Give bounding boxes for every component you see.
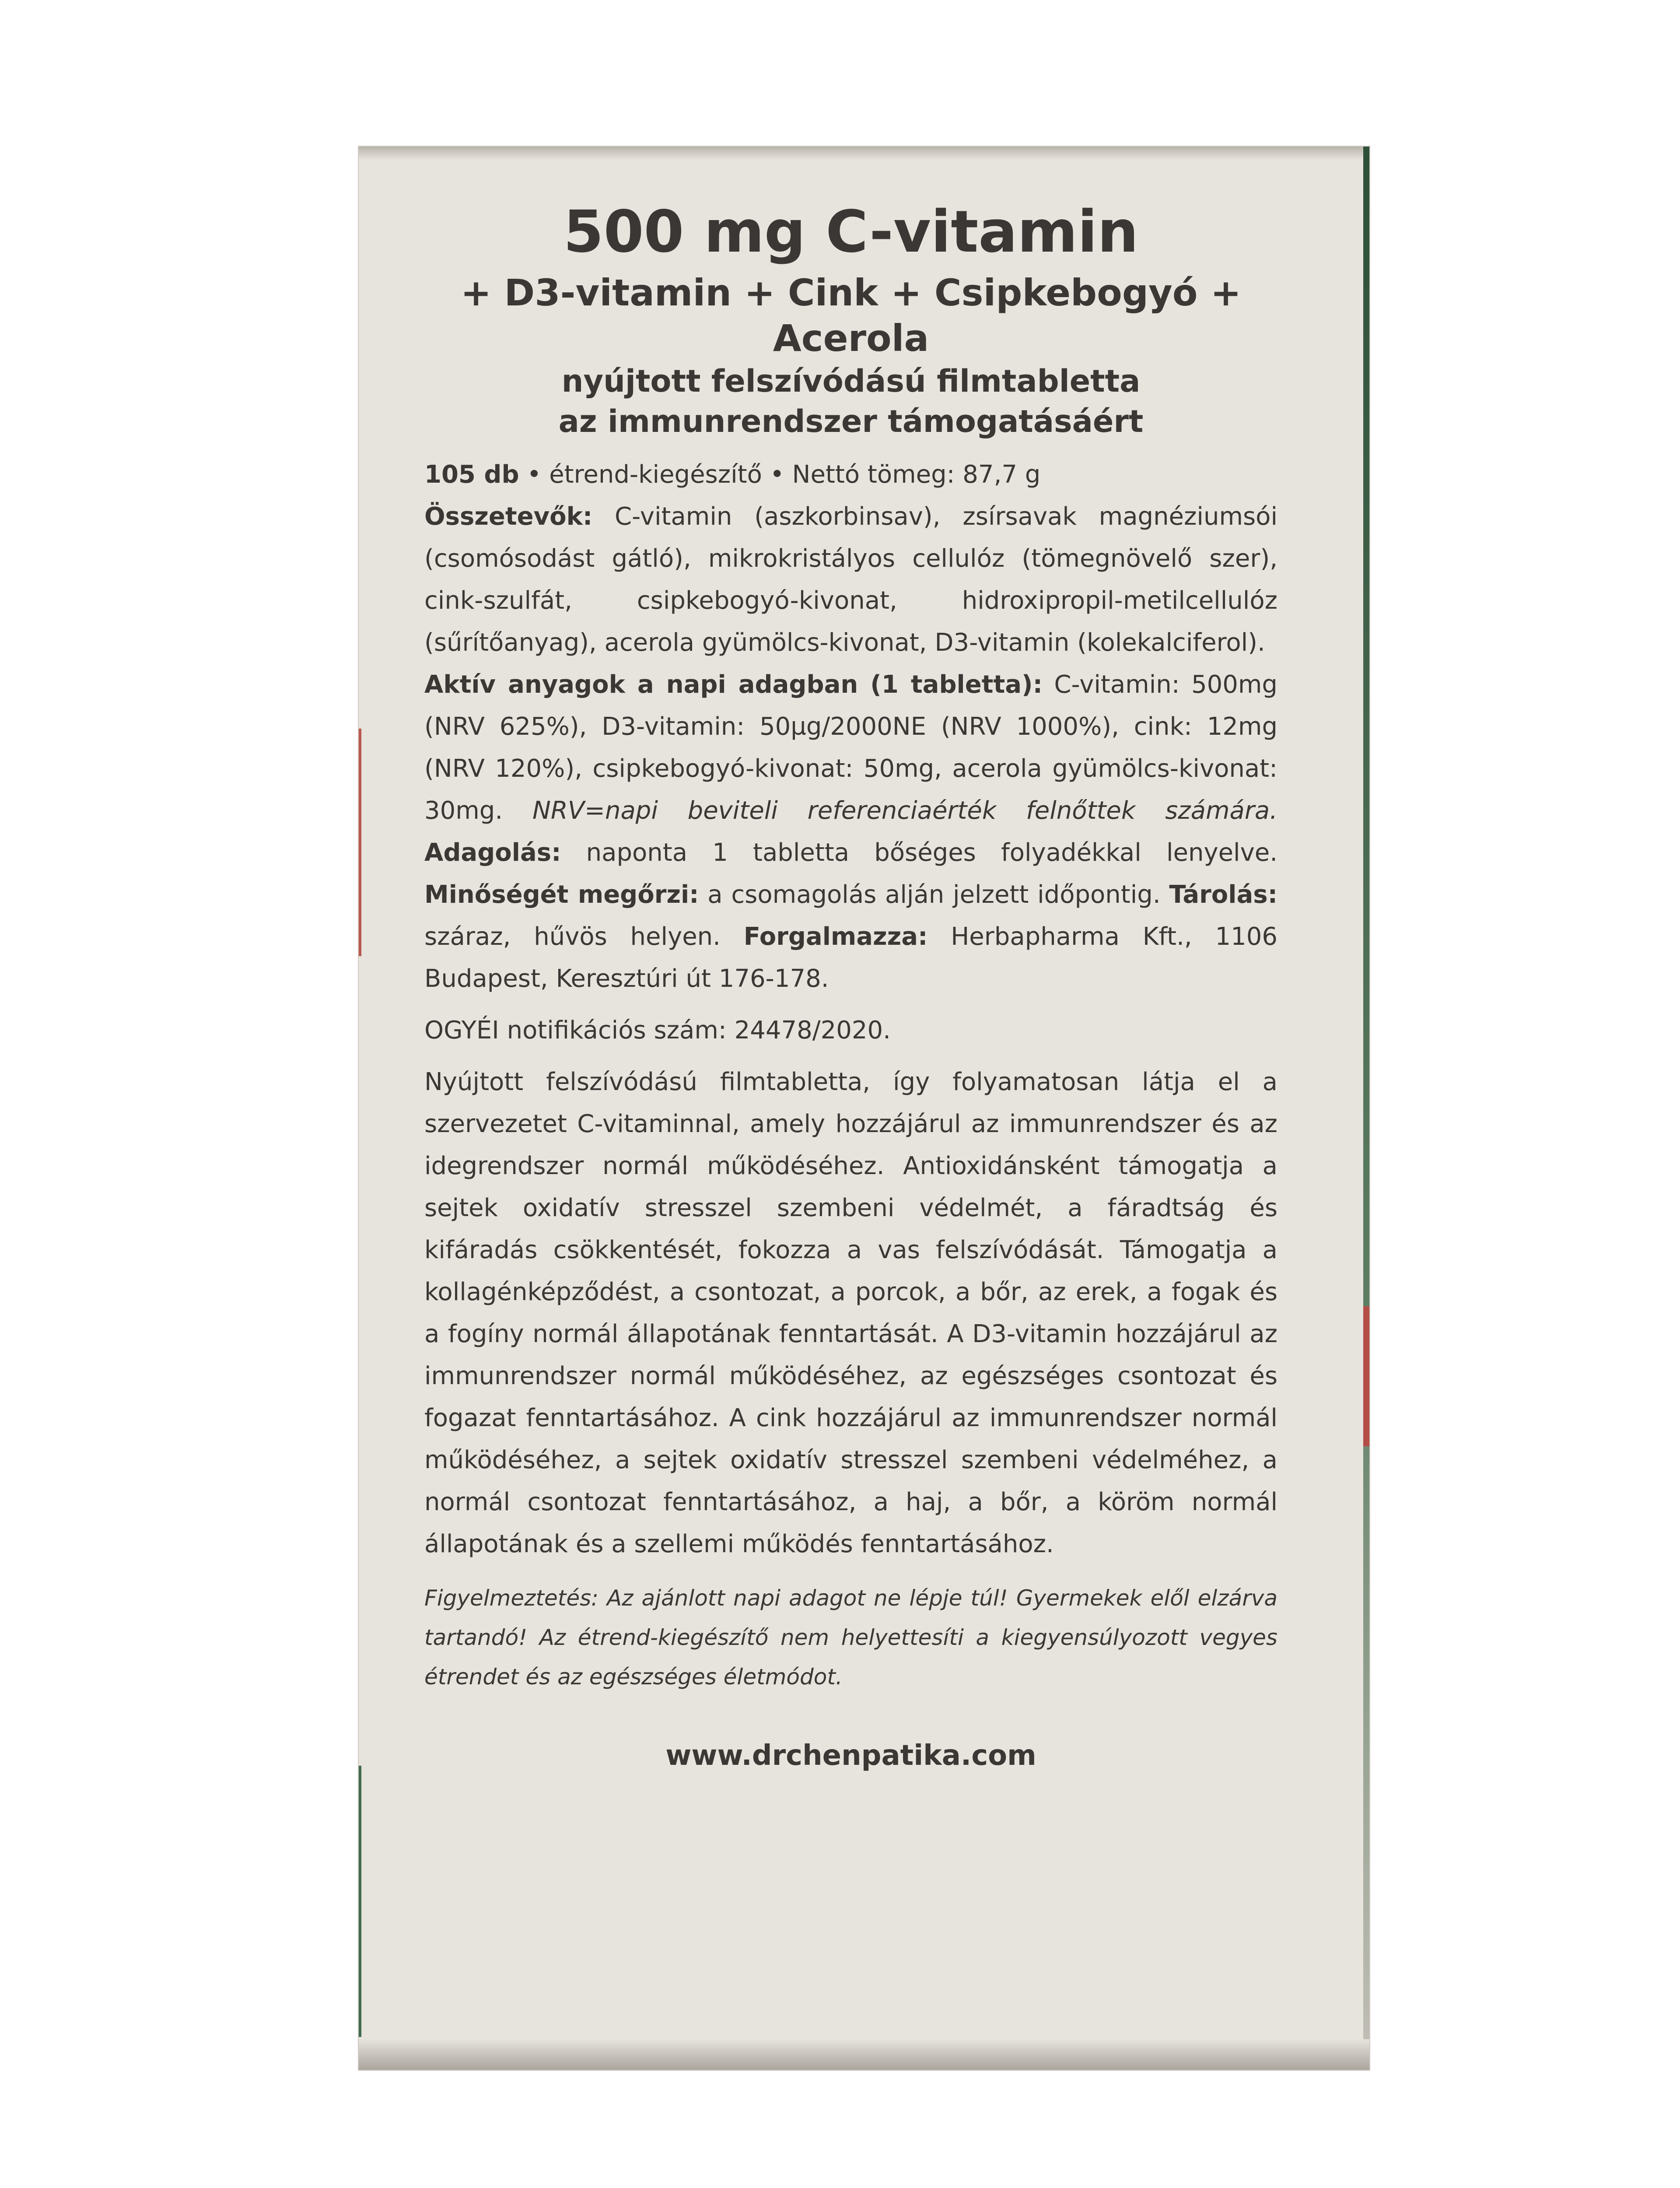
storage-label: Tárolás: bbox=[1169, 880, 1278, 909]
box-right-edge bbox=[1363, 147, 1369, 2070]
distributor-text: Herbapharma Kft., 1106 Budapest, Keresztúri út 176-178. bbox=[424, 922, 1278, 993]
product-purpose-line: az immunrendszer támogatásáért bbox=[558, 403, 1144, 439]
product-box-side bbox=[359, 147, 1369, 2070]
info-separator-1: • bbox=[519, 460, 550, 489]
box-left-edge-green bbox=[359, 1766, 361, 2037]
nrv-note: NRV=napi beviteli referenciaérték felnőttek számára. bbox=[532, 796, 1278, 825]
label-text-block bbox=[424, 199, 1278, 1803]
dosage-label: Adagolás: bbox=[424, 838, 561, 867]
website-url: www.drchenpatika.com bbox=[665, 1739, 1036, 1772]
box-right-edge-red bbox=[1363, 1306, 1369, 1446]
warning-text: Figyelmeztetés: Az ajánlott napi adagot ne lépje túl! Gyermekek elől elzárva tartandó! Az étrend-kiegészítő nem helyettesíti a kiegyensúlyozott vegyes étrendet és az egészséges életmódot. bbox=[424, 1585, 1278, 1690]
storage-text: száraz, hűvös helyen. bbox=[424, 922, 744, 951]
info-separator-2: • bbox=[762, 460, 792, 489]
ingredients-paragraph bbox=[424, 496, 1278, 664]
best-before-label: Minőségét megőrzi: bbox=[424, 880, 699, 909]
distributor-label: Forgalmazza: bbox=[743, 922, 928, 951]
active-text: C-vitamin: 500mg (NRV 625%), D3-vitamin: 50µg/2000NE (NRV 1000%), cink: 12mg (NRV 120%), csipkebogyó-kivonat: 50mg, acerola gyümölcs-kivonat: 30mg. bbox=[424, 670, 1278, 825]
active-label: Aktív anyagok a napi adagban (1 tabletta): bbox=[424, 670, 1043, 699]
package-count: 105 db bbox=[424, 460, 519, 489]
product-description: Nyújtott felszívódású filmtabletta, így folyamatosan látja el a szervezetet C-vitaminnal, amely hozzájárul az immunrendszer és az idegrendszer normál működéséhez. Antioxidánsként támogatja a sejtek oxidatív stresszel szembeni védelmét, a fáradtság és kifáradás csökkentését, fokozza a vas felszívódását. Támogatja a kollagénképződést, a csontozat, a porcok, a bőr, az erek, a fogak és a fogíny normál állapotának fenntartását. A D3-vitamin hozzájárul az immunrendszer normál működéséhez, az egészséges csontozat és fogazat fenntartásához. A cink hozzájárul az immunrendszer normál működéséhez, a sejtek oxidatív stresszel szembeni védelméhez, a normál csontozat fenntartásához, a haj, a bőr, a köröm normál állapotának és a szellemi működés fenntartásához. bbox=[424, 1068, 1278, 1558]
product-type: étrend-kiegészítő bbox=[549, 460, 762, 489]
active-ingredients-paragraph bbox=[424, 664, 1278, 1000]
package-info bbox=[424, 454, 1278, 496]
product-form-line: nyújtott felszívódású filmtabletta bbox=[561, 363, 1141, 399]
product-subtitle: + D3-vitamin + Cink + Csipkebogyó + Acerola bbox=[460, 271, 1242, 360]
product-title: 500 mg C-vitamin bbox=[563, 198, 1139, 266]
dosage-text: naponta 1 tabletta bőséges folyadékkal lenyelve. bbox=[561, 838, 1278, 867]
ingredients-label: Összetevők: bbox=[424, 502, 593, 531]
notification-number: OGYÉI notifikációs szám: 24478/2020. bbox=[424, 1016, 891, 1045]
box-left-edge-red bbox=[359, 729, 361, 956]
net-weight: Nettó tömeg: 87,7 g bbox=[792, 460, 1041, 489]
ingredients-text: C-vitamin (aszkorbinsav), zsírsavak magnéziumsói (csomósodást gátló), mikrokristályos cellulóz (tömegnövelő szer), cink-szulfát, csipkebogyó-kivonat, hidroxipropil-metilcellulóz (sűrítőanyag), acerola gyümölcs-kivonat, D3-vitamin (kolekalciferol). bbox=[424, 502, 1278, 657]
box-bottom-edge bbox=[359, 2039, 1369, 2070]
best-before-text: a csomagolás alján jelzett időpontig. bbox=[699, 880, 1169, 909]
box-top-edge bbox=[359, 147, 1369, 160]
